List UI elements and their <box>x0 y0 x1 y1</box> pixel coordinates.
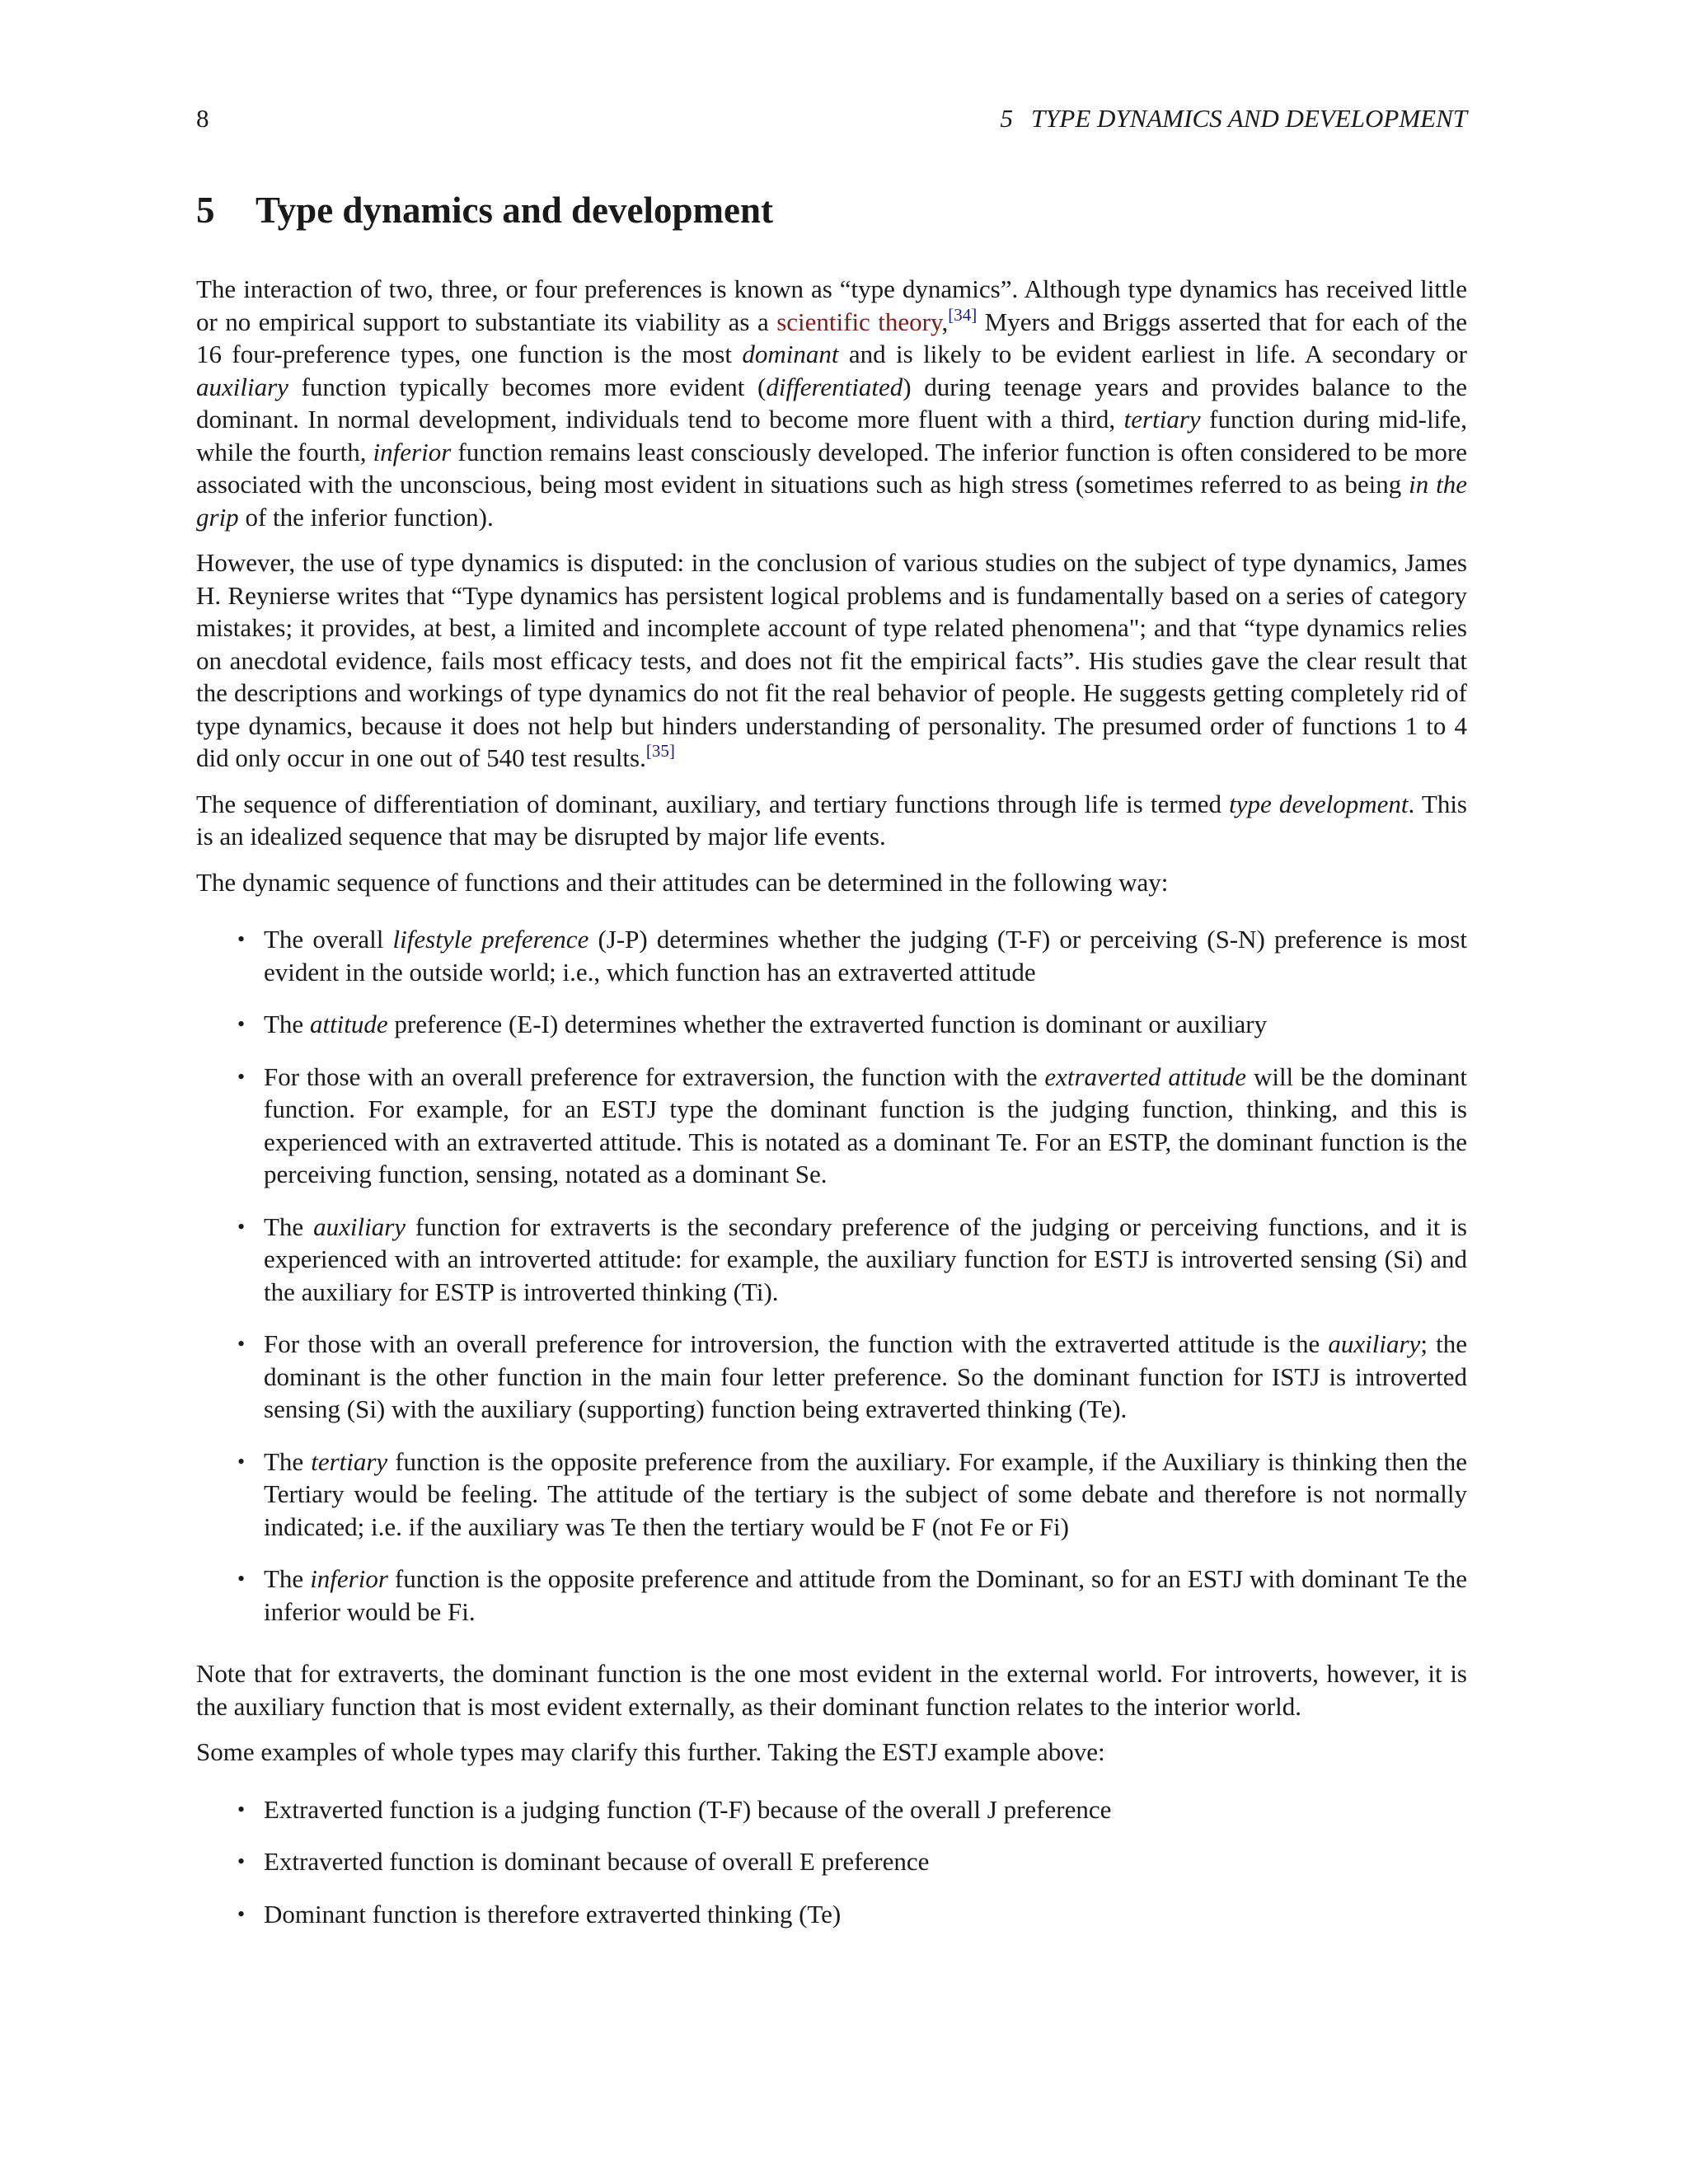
bullet-icon: • <box>237 1332 246 1356</box>
list-item: • The attitude preference (E-I) determines whether the extraverted function is dominant or auxiliary <box>196 1008 1467 1041</box>
running-section-number: 5 <box>1000 104 1013 133</box>
paragraph-type-dynamics-intro: The interaction of two, three, or four preferences is known as “type dynamics”. Although type dynamics has received little or no empirical support to substantiate its viability as a scientific theory,[34] Myers and Briggs asserted that for each of the 16 four-preference types, one function is the most dominant and is likely to be evident earliest in life. A secondary or auxiliary function typically becomes more evident (differentiated) during teenage years and provides balance to the dominant. In normal development, individuals tend to become more fluent with a third, tertiary function during mid-life, while the fourth, inferior function remains least consciously developed. The inferior function is often considered to be more associated with the unconscious, being most evident in situations such as high stress (sometimes referred to as being in the grip of the inferior function). <box>196 274 1468 532</box>
link-scientific-theory[interactable]: scientific theory <box>776 307 942 336</box>
running-section-title: TYPE DYNAMICS AND DEVELOPMENT <box>1030 104 1467 133</box>
paragraph-dynamic-sequence: The dynamic sequence of functions and their attitudes can be determined in the following way: <box>196 867 1169 897</box>
list-item: • The inferior function is the opposite preference and attitude from the Dominant, so for an ESTJ with dominant Te the inferior would be Fi. <box>237 1564 1468 1626</box>
paragraph-whole-types: Some examples of whole types may clarify this further. Taking the ESTJ example above: <box>196 1737 1105 1766</box>
page-number: 8 <box>196 104 209 133</box>
paragraph-dispute: However, the use of type dynamics is disputed: in the conclusion of various studies on the subject of type dynamics, James H. Reynierse writes that “Type dynamics has persistent logical problems and is fundamentally based on a series of category mistakes; it provides, at best, a limited and incomplete account of type related phenomena"; and that “type dynamics relies on anecdotal evidence, fails most efficacy tests, and does not fit the empirical facts”. His studies gave the clear result that the descriptions and workings of type dynamics do not fit the real behavior of people. He suggests getting completely rid of type dynamics, because it does not help but hinders understanding of personality. The presumed order of functions 1 to 4 did only occur in one out of 540 test results.[35] <box>196 548 1467 772</box>
bullet-icon: • <box>237 1214 246 1239</box>
page-body <box>196 185 1467 1960</box>
bullet-list-functions <box>196 923 1467 1628</box>
paragraph-type-development: The sequence of differentiation of dominant, auxiliary, and tertiary functions through life is termed type development. This is an idealized sequence that may be disrupted by major life events. <box>196 789 1467 851</box>
section-number: 5 <box>196 190 215 231</box>
list-item: • For those with an overall preference for extraversion, the function with the extraverted attitude will be the dominant function. For example, for an ESTJ type the dominant function is the judging function, thinking, and this is experienced with an extraverted attitude. This is notated as a dominant Te. For an ESTP, the dominant function is the perceiving function, sensing, notated as a dominant Se. <box>237 1062 1467 1188</box>
list-item: • The overall lifestyle preference (J-P) determines whether the judging (T-F) or perceiving (S-N) preference is most evident in the outside world; i.e., which function has an extraverted attitude <box>237 925 1467 987</box>
list-item: • The auxiliary function for extraverts is the secondary preference of the judging or perceiving functions, and it is experienced with an introverted attitude: for example, the auxiliary function for ESTJ is introverted sensing (Si) and the auxiliary for ESTP is introverted thinking (Ti). <box>237 1212 1467 1306</box>
bullet-icon: • <box>237 1567 246 1591</box>
list-item: • For those with an overall preference for introversion, the function with the extraverted attitude is the auxiliary; the dominant is the other function in the main four letter preference. So the dominant function for ISTJ is introverted sensing (Si) with the auxiliary (supporting) function being extraverted thinking (Te). <box>237 1329 1467 1423</box>
citation-35[interactable]: [35] <box>645 741 675 761</box>
bullet-list-estj-example <box>196 1793 1467 1931</box>
running-title <box>1000 102 1467 135</box>
citation-34[interactable]: [34] <box>948 304 978 325</box>
bullet-icon: • <box>237 1901 246 1926</box>
bullet-icon: • <box>237 927 246 951</box>
paragraph-extraverts-note: Note that for extraverts, the dominant function is the one most evident in the external world. For introverts, however, it is the auxiliary function that is most evident externally, as their dominant function relates to the interior world. <box>196 1659 1467 1721</box>
list-item: • The tertiary function is the opposite preference from the auxiliary. For example, if the Auxiliary is thinking then the Tertiary would be feeling. The attitude of the tertiary is the subject of some debate and therefore is not normally indicated; i.e. if the auxiliary was Te then the tertiary would be F (not Fe or Fi) <box>237 1446 1467 1541</box>
bullet-icon: • <box>237 1849 246 1873</box>
list-item: • Dominant function is therefore extraverted thinking (Te) <box>196 1898 1467 1931</box>
section-title: Type dynamics and development <box>256 190 773 231</box>
bullet-icon: • <box>237 1797 246 1821</box>
list-item: • Extraverted function is a judging function (T-F) because of the overall J preference <box>196 1793 1467 1826</box>
bullet-icon: • <box>237 1064 246 1089</box>
bullet-icon: • <box>237 1449 246 1474</box>
section-heading <box>196 185 1467 235</box>
list-item: • Extraverted function is dominant because of overall E preference <box>196 1845 1467 1878</box>
bullet-icon: • <box>237 1012 246 1036</box>
